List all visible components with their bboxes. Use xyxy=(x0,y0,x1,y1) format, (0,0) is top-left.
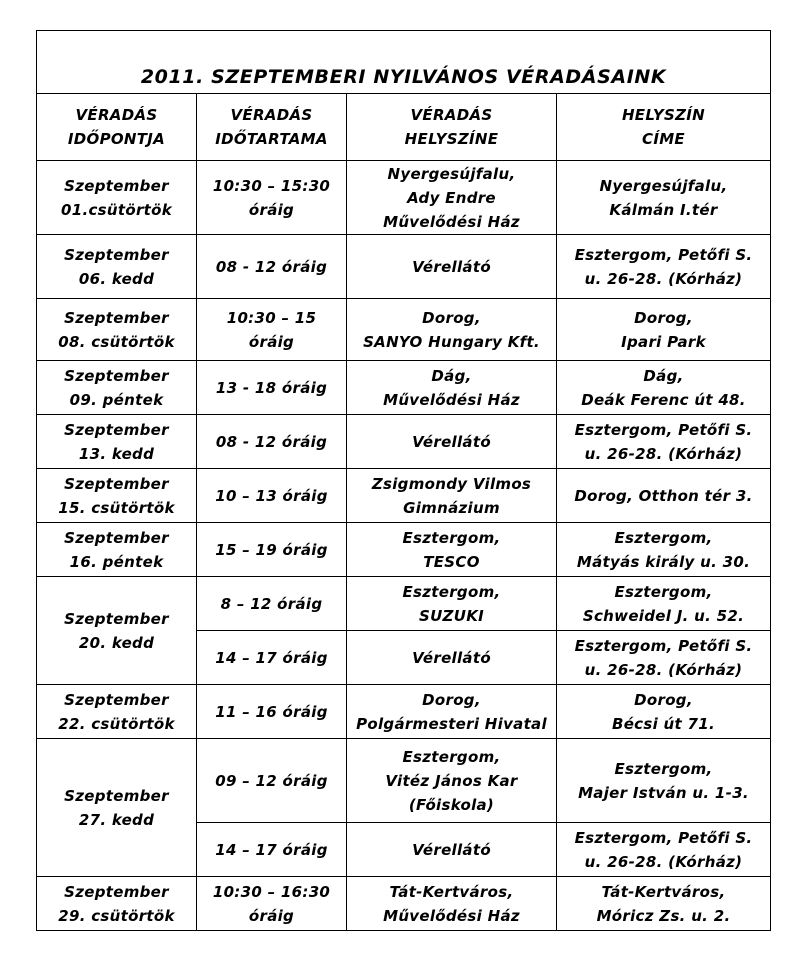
time-cell-line: 08 - 12 óráig xyxy=(215,257,328,276)
time-cell-line: 10:30 – 15:30 xyxy=(212,176,331,195)
venue-cell-line: Esztergom, xyxy=(402,747,501,766)
date-cell-line: Szeptember xyxy=(64,474,169,493)
venue-cell-line: Dorog, xyxy=(422,690,481,709)
time-cell-line: 13 - 18 óráig xyxy=(215,378,328,397)
date-cell xyxy=(37,577,197,685)
header-address-line: HELYSZÍN xyxy=(621,106,706,124)
address-cell xyxy=(557,299,771,361)
header-venue xyxy=(347,94,557,161)
table-row xyxy=(37,415,771,469)
venue-cell xyxy=(347,685,557,739)
venue-cell xyxy=(347,523,557,577)
schedule-document xyxy=(36,30,770,936)
date-cell xyxy=(37,361,197,415)
date-cell xyxy=(37,877,197,931)
date-cell-line: Szeptember xyxy=(64,609,169,628)
header-duration-line: IDŐTARTAMA xyxy=(215,130,328,148)
venue-cell xyxy=(347,739,557,823)
date-cell-line: Szeptember xyxy=(64,420,169,439)
header-date-line: IDŐPONTJA xyxy=(67,130,166,148)
header-date xyxy=(37,94,197,161)
address-cell-line: Esztergom, xyxy=(614,582,713,601)
address-cell-line: Dág, xyxy=(643,366,684,385)
venue-cell xyxy=(347,877,557,931)
date-cell-line: 20. kedd xyxy=(78,633,155,652)
venue-cell-line: Polgármesteri Hivatal xyxy=(356,714,547,733)
venue-cell-line: Dág, xyxy=(431,366,472,385)
time-cell-line: 14 – 17 óráig xyxy=(215,840,328,859)
date-cell-line: 01.csütörtök xyxy=(61,200,172,219)
date-cell-line: Szeptember xyxy=(64,882,169,901)
date-cell-line: Szeptember xyxy=(64,528,169,547)
venue-cell xyxy=(347,161,557,235)
table-row xyxy=(37,161,771,235)
address-cell-line: Esztergom, Petőfi S. xyxy=(574,636,753,655)
address-cell-line: Dorog, Otthon tér 3. xyxy=(574,486,753,505)
table-row xyxy=(37,235,771,299)
address-cell xyxy=(557,161,771,235)
date-cell-line: 09. péntek xyxy=(69,390,164,409)
time-cell xyxy=(197,577,347,631)
header-address xyxy=(557,94,771,161)
address-cell-line: Bécsi út 71. xyxy=(611,714,716,733)
table-row xyxy=(37,361,771,415)
address-cell-line: Móricz Zs. u. 2. xyxy=(596,906,731,925)
page-title: 2011. SZEPTEMBERI NYILVÁNOS VÉRADÁSAINK xyxy=(37,31,771,94)
venue-cell xyxy=(347,577,557,631)
header-duration xyxy=(197,94,347,161)
venue-cell xyxy=(347,299,557,361)
address-cell xyxy=(557,739,771,823)
venue-cell xyxy=(347,415,557,469)
date-cell xyxy=(37,739,197,877)
address-cell xyxy=(557,469,771,523)
table-row xyxy=(37,877,771,931)
venue-cell-line: Zsigmondy Vilmos xyxy=(371,474,532,493)
date-cell xyxy=(37,161,197,235)
address-cell xyxy=(557,577,771,631)
venue-cell-line: Vitéz János Kar xyxy=(385,771,518,790)
address-cell xyxy=(557,823,771,877)
address-cell-line: u. 26-28. (Kórház) xyxy=(584,852,743,871)
time-cell-line: 09 – 12 óráig xyxy=(215,771,328,790)
venue-cell xyxy=(347,631,557,685)
address-cell-line: u. 26-28. (Kórház) xyxy=(584,269,743,288)
venue-cell-line: SUZUKI xyxy=(418,606,485,625)
date-cell-line: 16. péntek xyxy=(69,552,164,571)
time-cell xyxy=(197,161,347,235)
venue-cell xyxy=(347,361,557,415)
address-cell xyxy=(557,523,771,577)
table-row xyxy=(37,523,771,577)
venue-cell-line: Vérellátó xyxy=(412,840,491,859)
time-cell xyxy=(197,823,347,877)
table-row xyxy=(37,469,771,523)
address-cell-line: Dorog, xyxy=(634,308,693,327)
header-address-line: CÍME xyxy=(642,130,685,148)
venue-cell-line: Ady Endre xyxy=(407,188,496,207)
address-cell-line: Esztergom, Petőfi S. xyxy=(574,828,753,847)
address-cell-line: Kálmán I.tér xyxy=(609,200,718,219)
header-venue-line: VÉRADÁS xyxy=(410,106,493,124)
time-cell xyxy=(197,685,347,739)
header-venue-line: HELYSZÍNE xyxy=(404,130,499,148)
table-row xyxy=(37,739,771,823)
time-cell xyxy=(197,631,347,685)
header-date-line: VÉRADÁS xyxy=(75,106,158,124)
time-cell-line: 11 – 16 óráig xyxy=(215,702,328,721)
address-cell-line: u. 26-28. (Kórház) xyxy=(584,660,743,679)
table-row xyxy=(37,299,771,361)
time-cell-line: 10:30 – 16:30 xyxy=(212,882,331,901)
venue-cell-line: SANYO Hungary Kft. xyxy=(363,332,540,351)
venue-cell-line: Vérellátó xyxy=(412,432,491,451)
address-cell xyxy=(557,415,771,469)
venue-cell-line: Művelődési Ház xyxy=(383,390,520,409)
date-cell xyxy=(37,523,197,577)
address-cell xyxy=(557,877,771,931)
date-cell-line: 06. kedd xyxy=(78,269,155,288)
venue-cell-line: (Főiskola) xyxy=(408,795,495,814)
blood-donation-table xyxy=(36,30,771,931)
date-cell-line: 29. csütörtök xyxy=(58,906,175,925)
address-cell-line: Majer István u. 1-3. xyxy=(578,783,749,802)
table-body xyxy=(37,31,771,931)
venue-cell-line: Dorog, xyxy=(422,308,481,327)
venue-cell xyxy=(347,235,557,299)
venue-cell-line: Tát-Kertváros, xyxy=(389,882,514,901)
time-cell-line: óráig xyxy=(248,332,295,351)
title-row xyxy=(37,31,771,94)
address-cell-line: Nyergesújfalu, xyxy=(599,176,728,195)
time-cell xyxy=(197,235,347,299)
time-cell xyxy=(197,877,347,931)
time-cell-line: 10 – 13 óráig xyxy=(215,486,328,505)
date-cell-line: Szeptember xyxy=(64,366,169,385)
time-cell-line: 08 - 12 óráig xyxy=(215,432,328,451)
address-cell-line: Deák Ferenc út 48. xyxy=(581,390,746,409)
date-cell xyxy=(37,235,197,299)
venue-cell-line: Esztergom, xyxy=(402,582,501,601)
venue-cell-line: TESCO xyxy=(423,552,480,571)
address-cell xyxy=(557,361,771,415)
date-cell-line: Szeptember xyxy=(64,690,169,709)
address-cell-line: Esztergom, Petőfi S. xyxy=(574,245,753,264)
time-cell xyxy=(197,361,347,415)
date-cell-line: Szeptember xyxy=(64,786,169,805)
address-cell xyxy=(557,235,771,299)
table-row xyxy=(37,577,771,631)
venue-cell xyxy=(347,469,557,523)
date-cell-line: Szeptember xyxy=(64,176,169,195)
address-cell-line: Esztergom, xyxy=(614,528,713,547)
time-cell xyxy=(197,299,347,361)
address-cell-line: Esztergom, xyxy=(614,759,713,778)
time-cell xyxy=(197,415,347,469)
address-cell-line: Dorog, xyxy=(634,690,693,709)
time-cell xyxy=(197,523,347,577)
date-cell xyxy=(37,685,197,739)
venue-cell-line: Esztergom, xyxy=(402,528,501,547)
date-cell-line: Szeptember xyxy=(64,245,169,264)
date-cell-line: Szeptember xyxy=(64,308,169,327)
address-cell-line: Tát-Kertváros, xyxy=(601,882,726,901)
time-cell-line: 14 – 17 óráig xyxy=(215,648,328,667)
date-cell xyxy=(37,415,197,469)
time-cell-line: óráig xyxy=(248,200,295,219)
time-cell xyxy=(197,469,347,523)
table-row xyxy=(37,685,771,739)
date-cell-line: 08. csütörtök xyxy=(58,332,175,351)
address-cell xyxy=(557,631,771,685)
header-duration-line: VÉRADÁS xyxy=(230,106,313,124)
time-cell-line: 15 – 19 óráig xyxy=(215,540,328,559)
venue-cell xyxy=(347,823,557,877)
date-cell-line: 13. kedd xyxy=(78,444,155,463)
time-cell xyxy=(197,739,347,823)
date-cell xyxy=(37,299,197,361)
time-cell-line: 8 – 12 óráig xyxy=(220,594,323,613)
venue-cell-line: Művelődési Ház xyxy=(383,906,520,925)
address-cell-line: Ipari Park xyxy=(621,332,706,351)
address-cell-line: Esztergom, Petőfi S. xyxy=(574,420,753,439)
date-cell xyxy=(37,469,197,523)
venue-cell-line: Művelődési Ház xyxy=(383,212,520,231)
venue-cell-line: Gimnázium xyxy=(403,498,500,517)
venue-cell-line: Vérellátó xyxy=(412,648,491,667)
venue-cell-line: Vérellátó xyxy=(412,257,491,276)
time-cell-line: 10:30 – 15 xyxy=(226,308,317,327)
date-cell-line: 27. kedd xyxy=(78,810,155,829)
address-cell-line: Schweidel J. u. 52. xyxy=(582,606,745,625)
date-cell-line: 22. csütörtök xyxy=(58,714,175,733)
date-cell-line: 15. csütörtök xyxy=(58,498,175,517)
address-cell-line: Mátyás király u. 30. xyxy=(576,552,751,571)
address-cell xyxy=(557,685,771,739)
time-cell-line: óráig xyxy=(248,906,295,925)
address-cell-line: u. 26-28. (Kórház) xyxy=(584,444,743,463)
venue-cell-line: Nyergesújfalu, xyxy=(387,164,516,183)
header-row xyxy=(37,94,771,161)
